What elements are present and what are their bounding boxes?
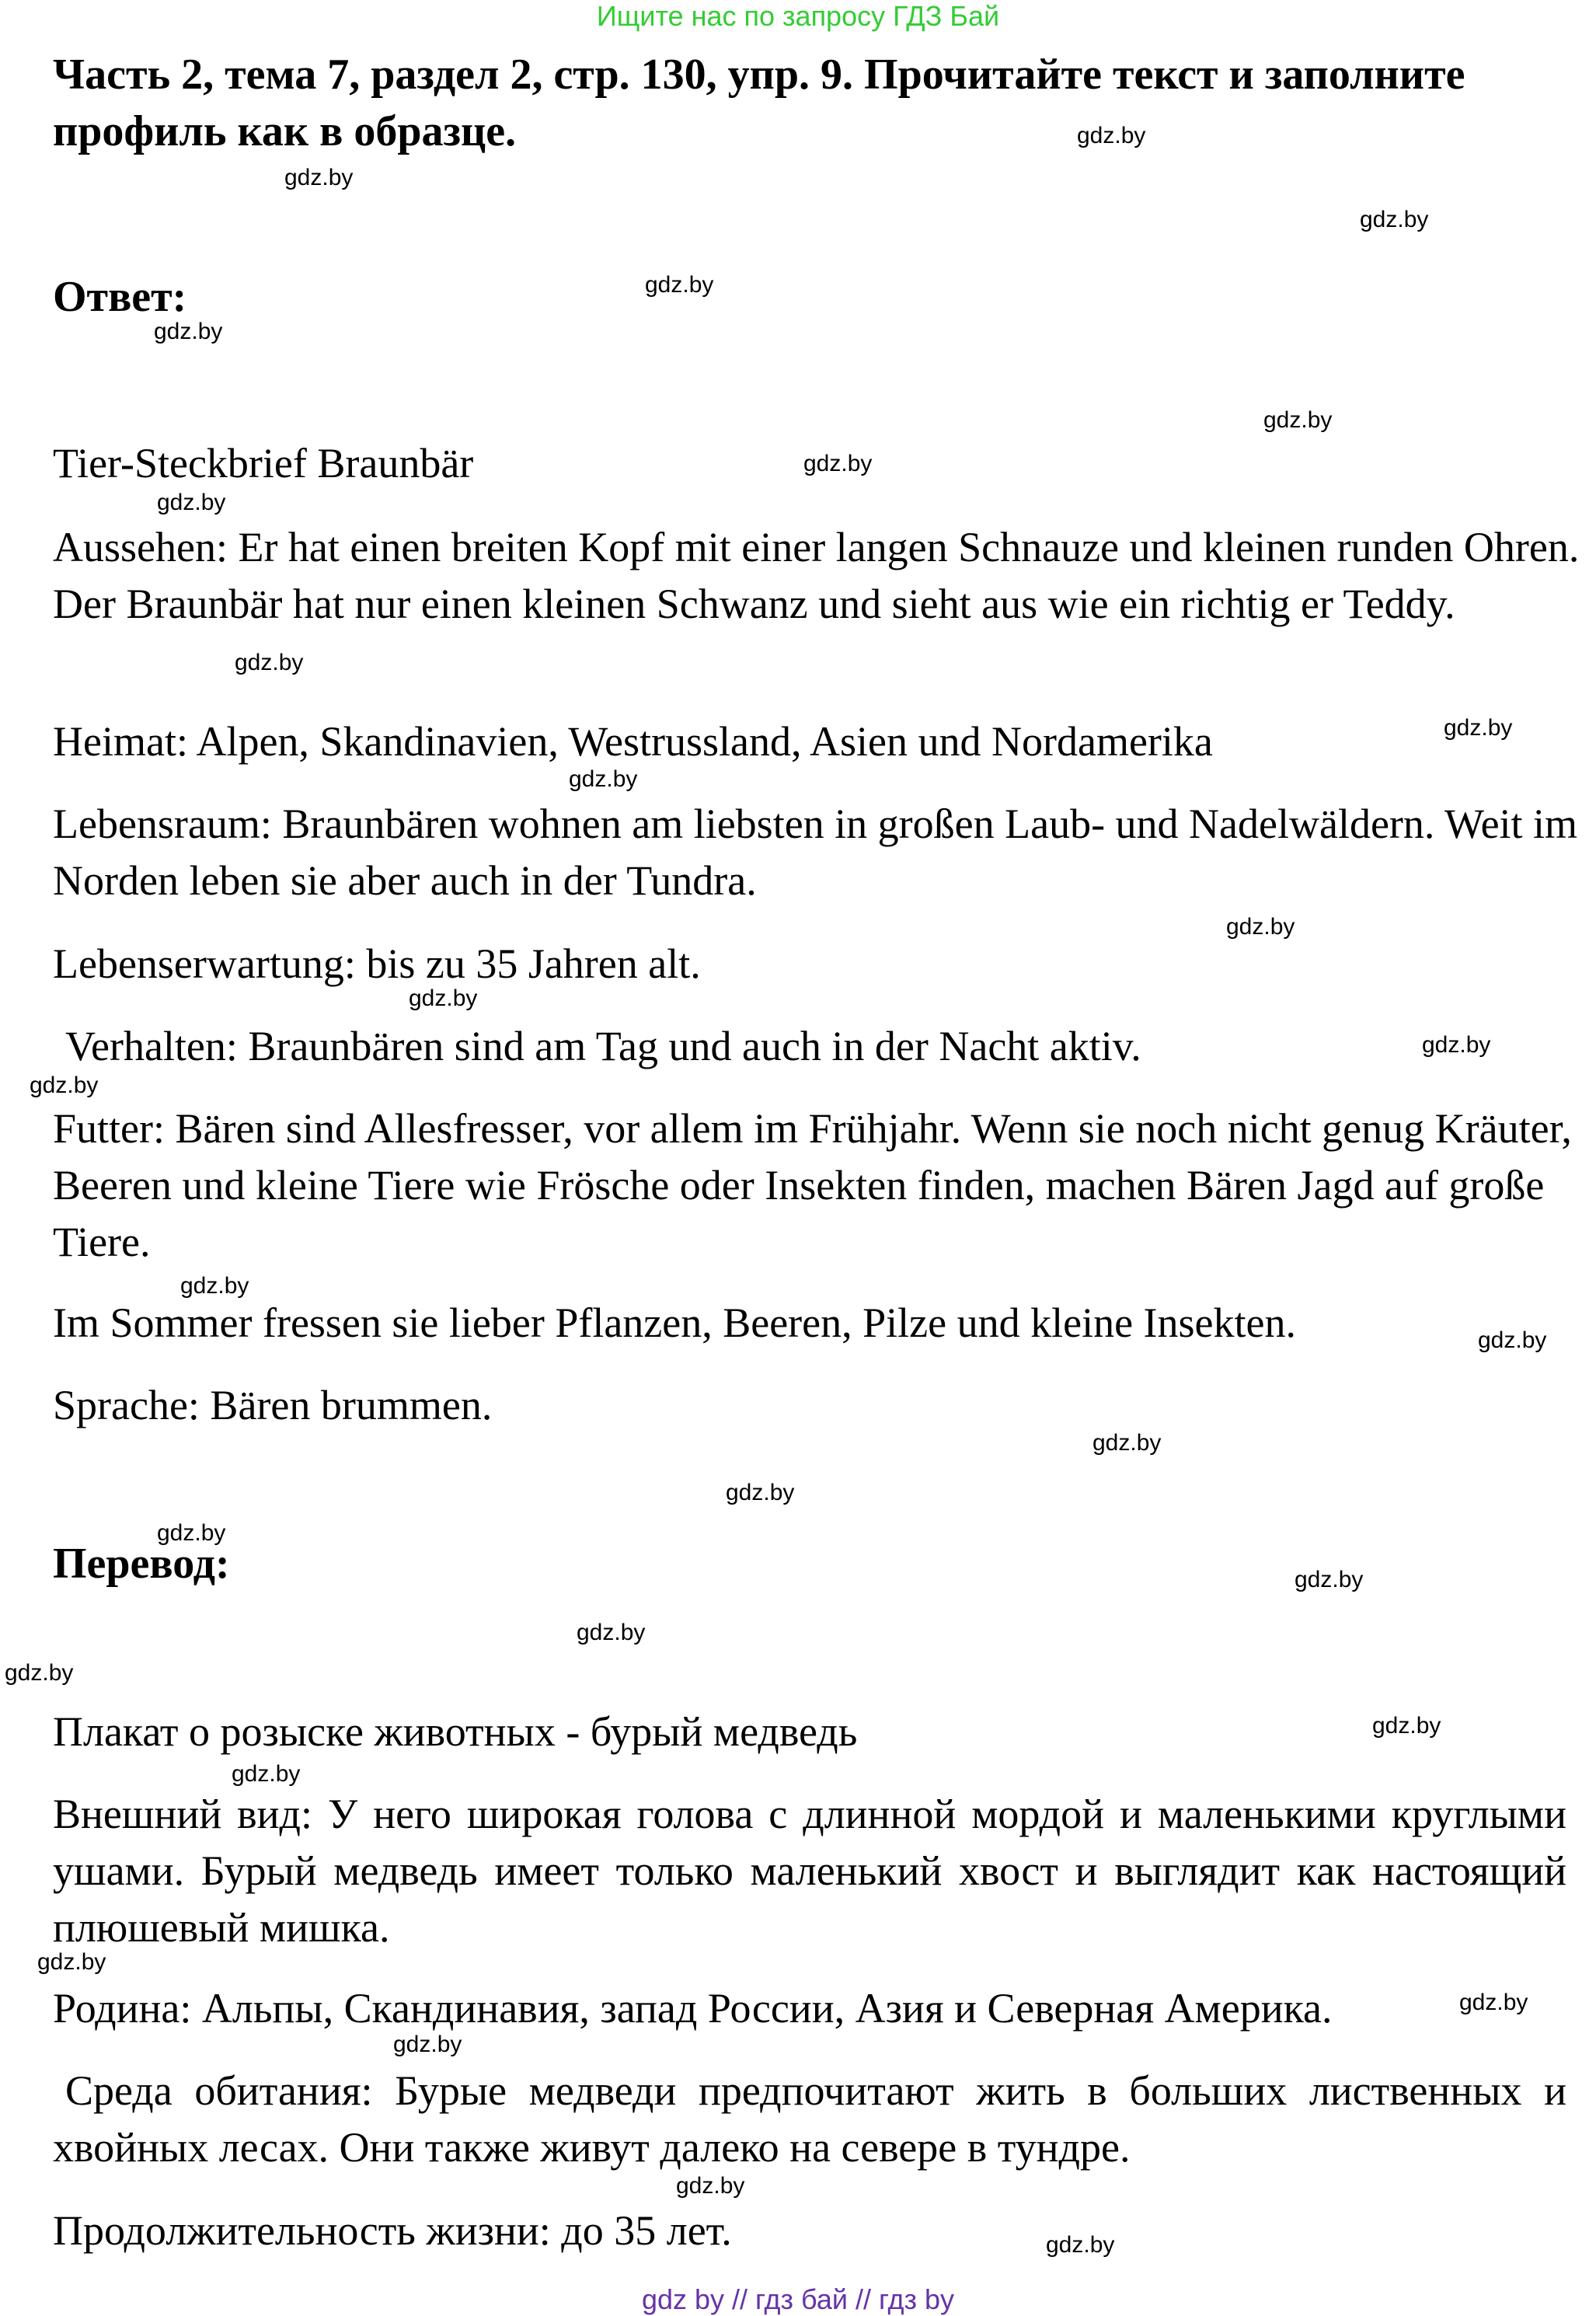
site-banner[interactable]: Ищите нас по запросу ГДЗ Бай: [596, 0, 1000, 32]
german-sommer: Im Sommer fressen sie lieber Pflanzen, Beeren, Pilze und kleine Insekten.: [53, 1299, 1296, 1346]
russian-rodina: Родина: Альпы, Скандинавия, запад России, Азия и Северная Америка.: [53, 1985, 1333, 2032]
watermark: gdz.by: [1444, 715, 1513, 741]
watermark: gdz.by: [1077, 123, 1146, 148]
russian-zhizn: Продолжительность жизни: до 35 лет.: [53, 2207, 732, 2254]
watermark: gdz.by: [569, 766, 638, 792]
exercise-heading: Часть 2, тема 7, раздел 2, стр. 130, упр. 9. Прочитайте текст и заполните профиль как в образце.: [53, 51, 1465, 155]
russian-sreda: Среда обитания: Бурые медведи предпочитают жить в больших лиственных и хвойных лесах. Они также живут далеко на севере в тундре.: [53, 2067, 1566, 2171]
watermark: gdz.by: [157, 1520, 226, 1546]
russian-vid: Внешний вид: У него широкая голова с длинной мордой и маленькими круглыми ушами. Бурый медведь имеет только маленький хвост и выглядит как настоящий плюшевый мишка.: [53, 1791, 1566, 1951]
watermark: gdz.by: [1360, 207, 1429, 232]
watermark: gdz.by: [726, 1480, 795, 1505]
watermark: gdz.by: [1295, 1567, 1364, 1592]
footer-links[interactable]: gdz by // гдз бай // гдз by: [641, 2283, 955, 2315]
watermark: gdz.by: [803, 451, 873, 476]
german-lebensraum: Lebensraum: Braunbären wohnen am liebsten in großen Laub- und Nadelwäldern. Weit im Norden leben sie aber auch in der Tundra.: [53, 800, 1578, 904]
german-sprache: Sprache: Bären brummen.: [53, 1382, 493, 1428]
watermark: gdz.by: [393, 2032, 462, 2057]
watermark: gdz.by: [1478, 1327, 1547, 1353]
german-title: Tier-Steckbrief Braunbär: [53, 440, 474, 487]
watermark: gdz.by: [37, 1949, 106, 1975]
watermark: gdz.by: [1092, 1430, 1162, 1456]
watermark: gdz.by: [409, 985, 478, 1011]
watermark: gdz.by: [30, 1073, 99, 1098]
german-heimat: Heimat: Alpen, Skandinavien, Westrussland, Asien und Nordamerika: [53, 718, 1213, 765]
watermark: gdz.by: [154, 319, 223, 344]
watermark: gdz.by: [232, 1761, 301, 1787]
german-lebenserwartung: Lebenserwartung: bis zu 35 Jahren alt.: [53, 940, 701, 987]
watermark: gdz.by: [1046, 2232, 1115, 2258]
german-verhalten: Verhalten: Braunbären sind am Tag und auch in der Nacht aktiv.: [65, 1023, 1141, 1069]
watermark: gdz.by: [284, 165, 354, 190]
watermark: gdz.by: [676, 2173, 745, 2199]
german-futter: Futter: Bären sind Allesfresser, vor allem im Frühjahr. Wenn sie noch nicht genug Kräuter, Beeren und kleine Tiere wie Frösche oder Insekten finden, machen Bären Jagd auf große Tiere.: [53, 1105, 1572, 1265]
watermark: gdz.by: [5, 1660, 74, 1686]
watermark: gdz.by: [645, 272, 714, 298]
watermark: gdz.by: [1422, 1032, 1491, 1058]
watermark: gdz.by: [1459, 1990, 1528, 2015]
watermark: gdz.by: [235, 650, 304, 675]
russian-title: Плакат о розыске животных - бурый медведь: [53, 1708, 858, 1755]
watermark: gdz.by: [1263, 407, 1333, 433]
translation-label: Перевод:: [53, 1540, 230, 1588]
watermark: gdz.by: [157, 490, 226, 515]
answer-label: Ответ:: [53, 273, 187, 321]
german-aussehen: Aussehen: Er hat einen breiten Kopf mit einer langen Schnauze und kleinen runden Ohren. Der Braunbär hat nur einen kleinen Schwanz und sieht aus wie ein richtig er Teddy.: [53, 524, 1580, 627]
watermark: gdz.by: [1226, 914, 1295, 940]
watermark: gdz.by: [577, 1620, 646, 1645]
watermark: gdz.by: [1372, 1713, 1441, 1739]
watermark: gdz.by: [180, 1273, 249, 1299]
